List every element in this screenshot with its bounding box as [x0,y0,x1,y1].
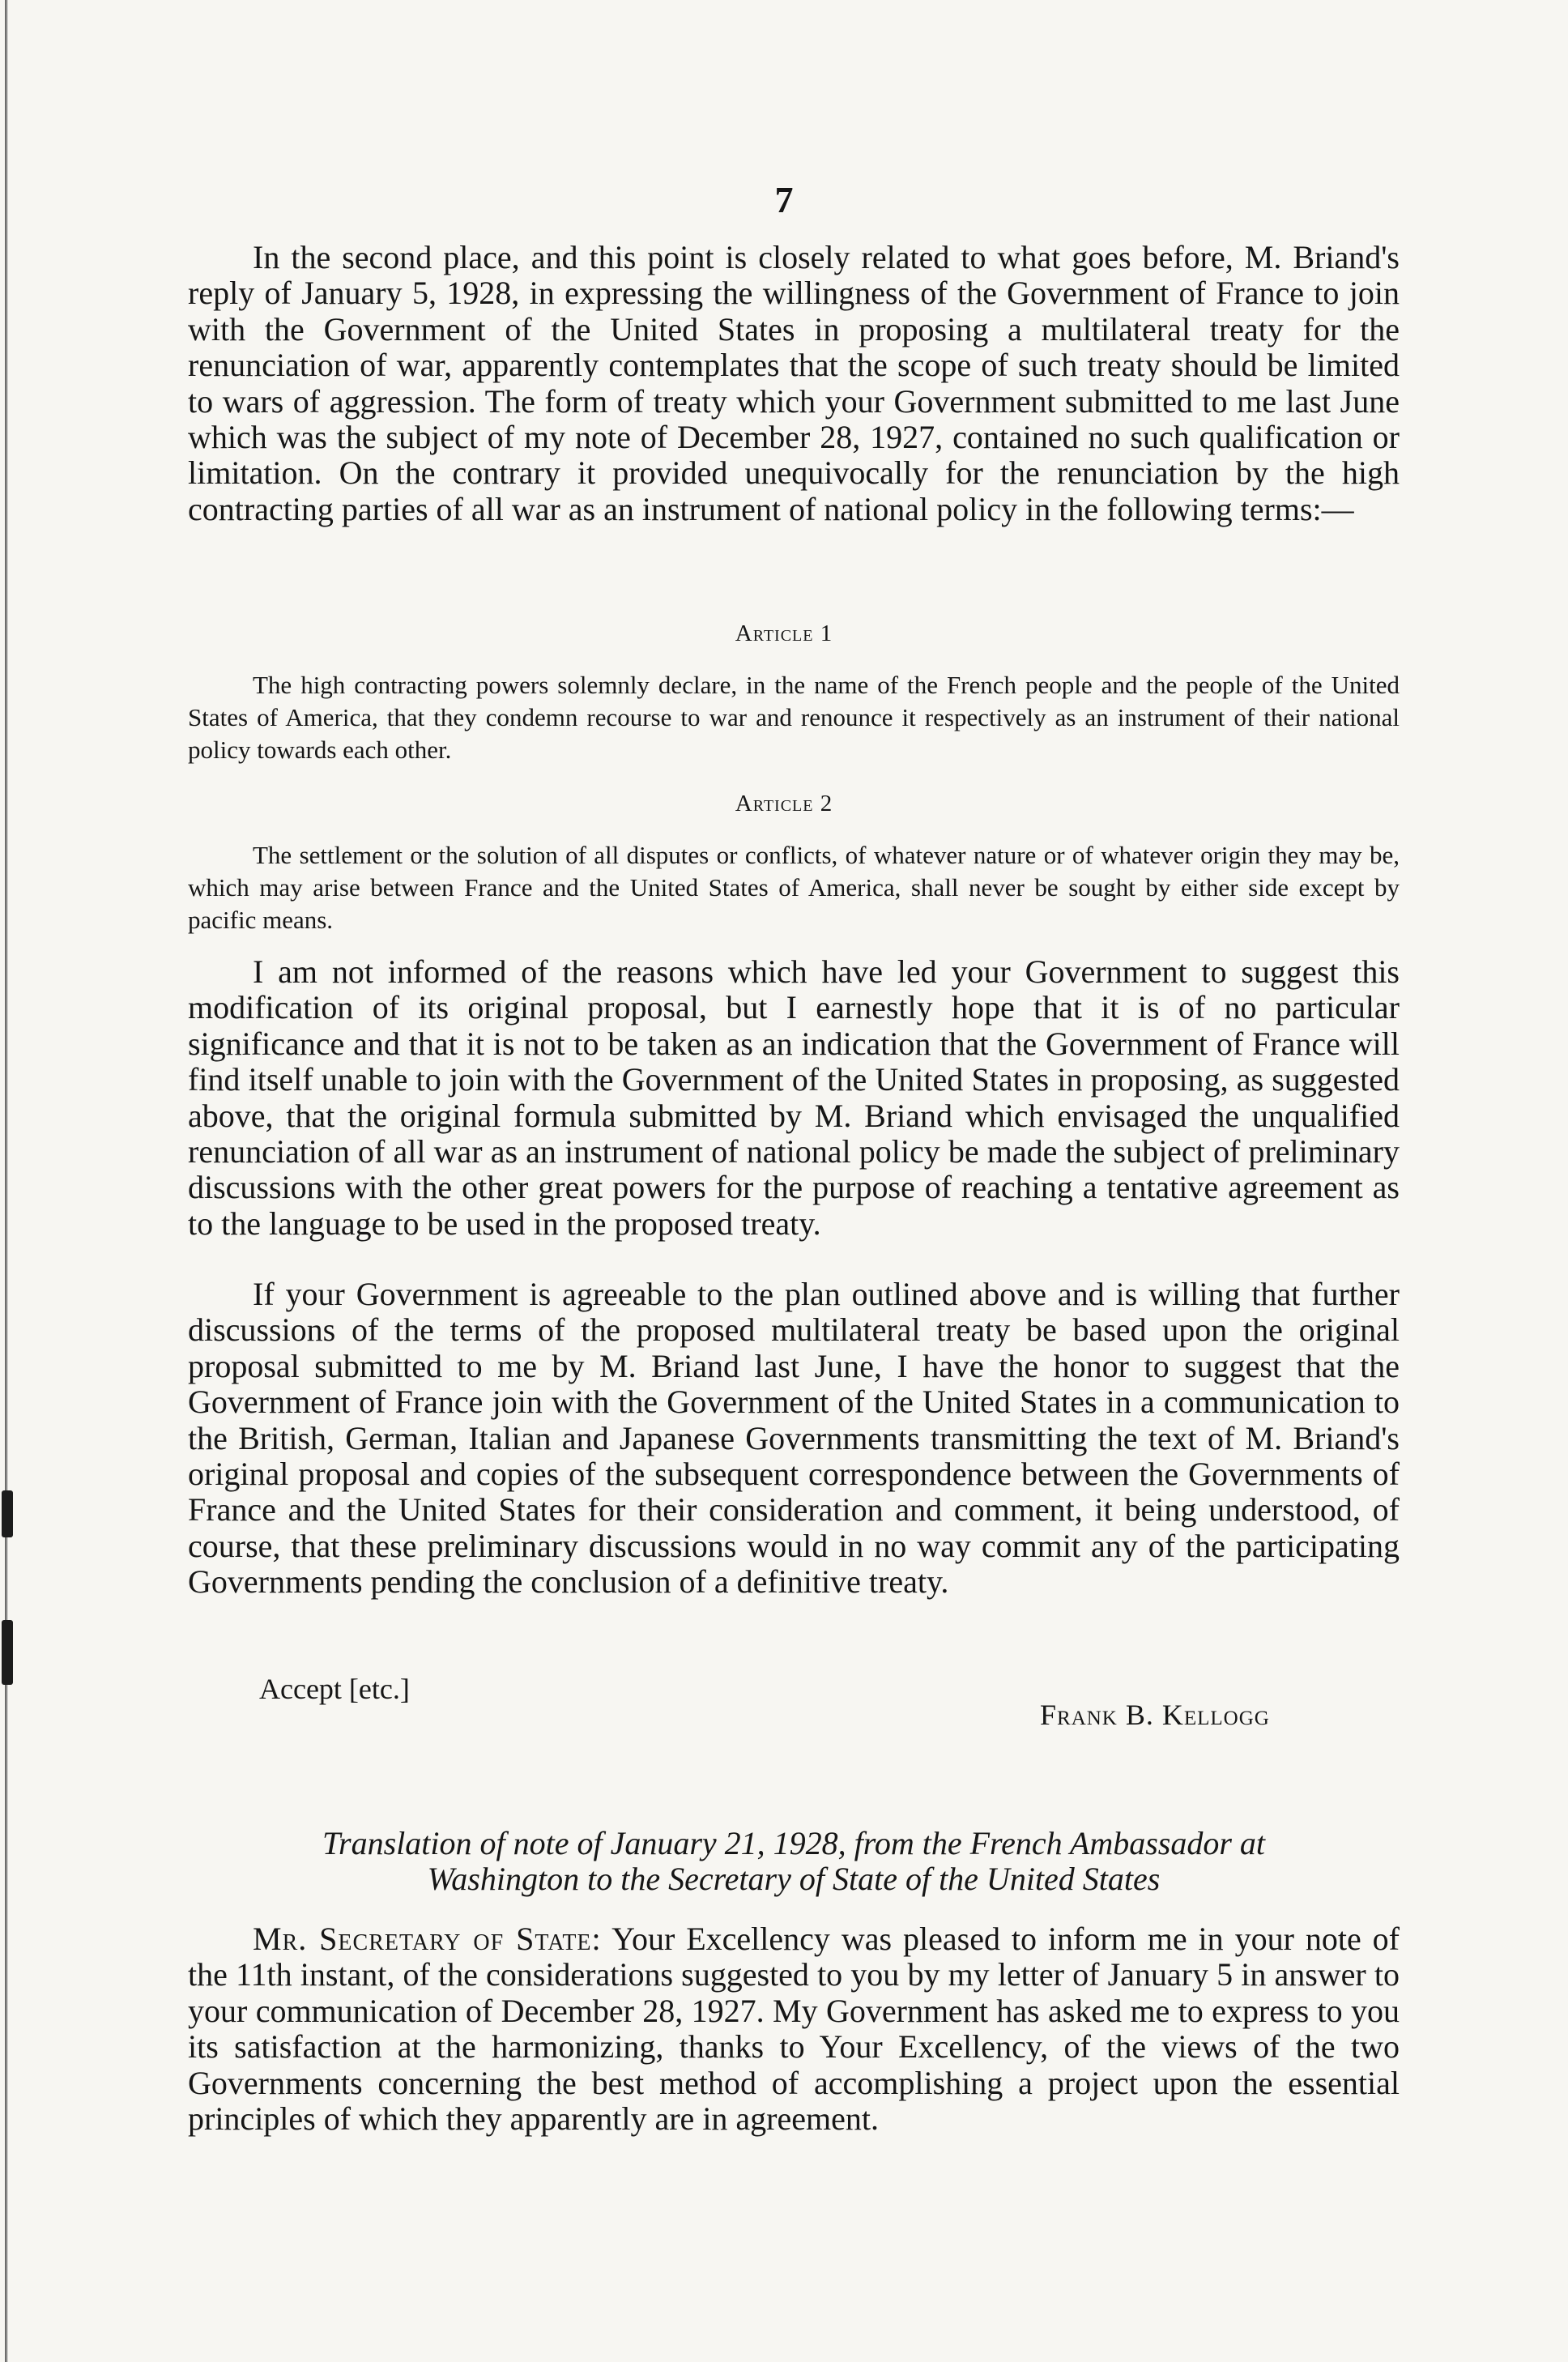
article-2-text: The settlement or the solution of all disputes or conflicts, of whatever nature or of whatever origin they may be, which may arise between France and the United States of America, shall never be sought by either side except by pacific means. [188,841,1400,934]
paragraph-scope-of-treaty: In the second place, and this point is closely related to what goes before, M. Briand's reply of January 5, 1928, in expressing the willingness of the Government of France to join with the Government of the United States in proposing a multilateral treaty for the renunciation of war, apparently contemplates that the scope of such treaty should be limited to wars of aggression. The form of treaty which your Government submitted to me last June which was the subject of my note of December 28, 1927, contained no such qualification or limitation. On the contrary it provided unequivocally for the renunciation by the high contracting parties of all war as an instrument of national policy in the following terms:— [188,239,1400,527]
french-note-body: Your Excellency was pleased to inform me in your note of the 11th instant, of the considerations suggested to you by my letter of January 5 in answer to your communication of December 28, 1927. My Government has asked me to express to you its satisfaction at the harmonizing, thanks to Your Excellency, of the views of the two Governments concerning the best method of accomplishing a project upon the essential principles of which they apparently are in agreement. [188,1921,1400,2138]
paragraph-modification: I am not informed of the reasons which have led your Government to suggest this modification of its original proposal, but I earnestly hope that it is of no particular significance and that it is not to be taken as an indication that the Government of France will find itself unable to join with the Government of the United States in proposing, as suggested above, that the original formula submitted by M. Briand which envisaged the unqualified renunciation of all war as an instrument of national policy be made the subject of preliminary discussions with the other great powers for the purpose of reaching a tentative agreement as to the language to be used in the proposed treaty. [188,953,1400,1242]
signature: Frank B. Kellogg [1040,1699,1270,1731]
article-1-heading: Article 1 [735,620,833,646]
closing-line: Accept [etc.] [259,1673,410,1705]
translation-title-line-2: Washington to the Secretary of State of the United States [427,1861,1161,1898]
page-number: 7 [774,179,794,220]
salutation: Mr. Secretary of State: [253,1921,602,1957]
paragraph-french-note [188,1921,1400,2137]
binding-edge-line [5,0,8,2362]
paragraph-proposal: If your Government is agreeable to the plan outlined above and is willing that further discussions of the terms of the proposed multilateral treaty be based upon the original proposal submitted to me by M. Briand last June, I have the honor to suggest that the Government of France join with the Government of the United States in a communication to the British, German, Italian and Japanese Governments transmitting the text of M. Briand's original proposal and copies of the subsequent correspondence between the Governments of France and the United States for their consideration and comment, it being understood, of course, that these preliminary discussions would in no way commit any of the participating Governments pending the conclusion of a definitive treaty. [188,1276,1400,1601]
translation-title-line-1: Translation of note of January 21, 1928, from the French Ambassador at [322,1825,1266,1861]
binding-edge-mark [2,1620,13,1685]
binding-edge-mark [2,1490,13,1537]
article-2-heading: Article 2 [735,791,833,816]
article-1-text: The high contracting powers solemnly declare, in the name of the French people and the people of the United States of America, that they condemn recourse to war and renounce it respectively as an instrument of their national policy towards each other. [188,671,1400,764]
translation-title [188,1826,1400,1898]
